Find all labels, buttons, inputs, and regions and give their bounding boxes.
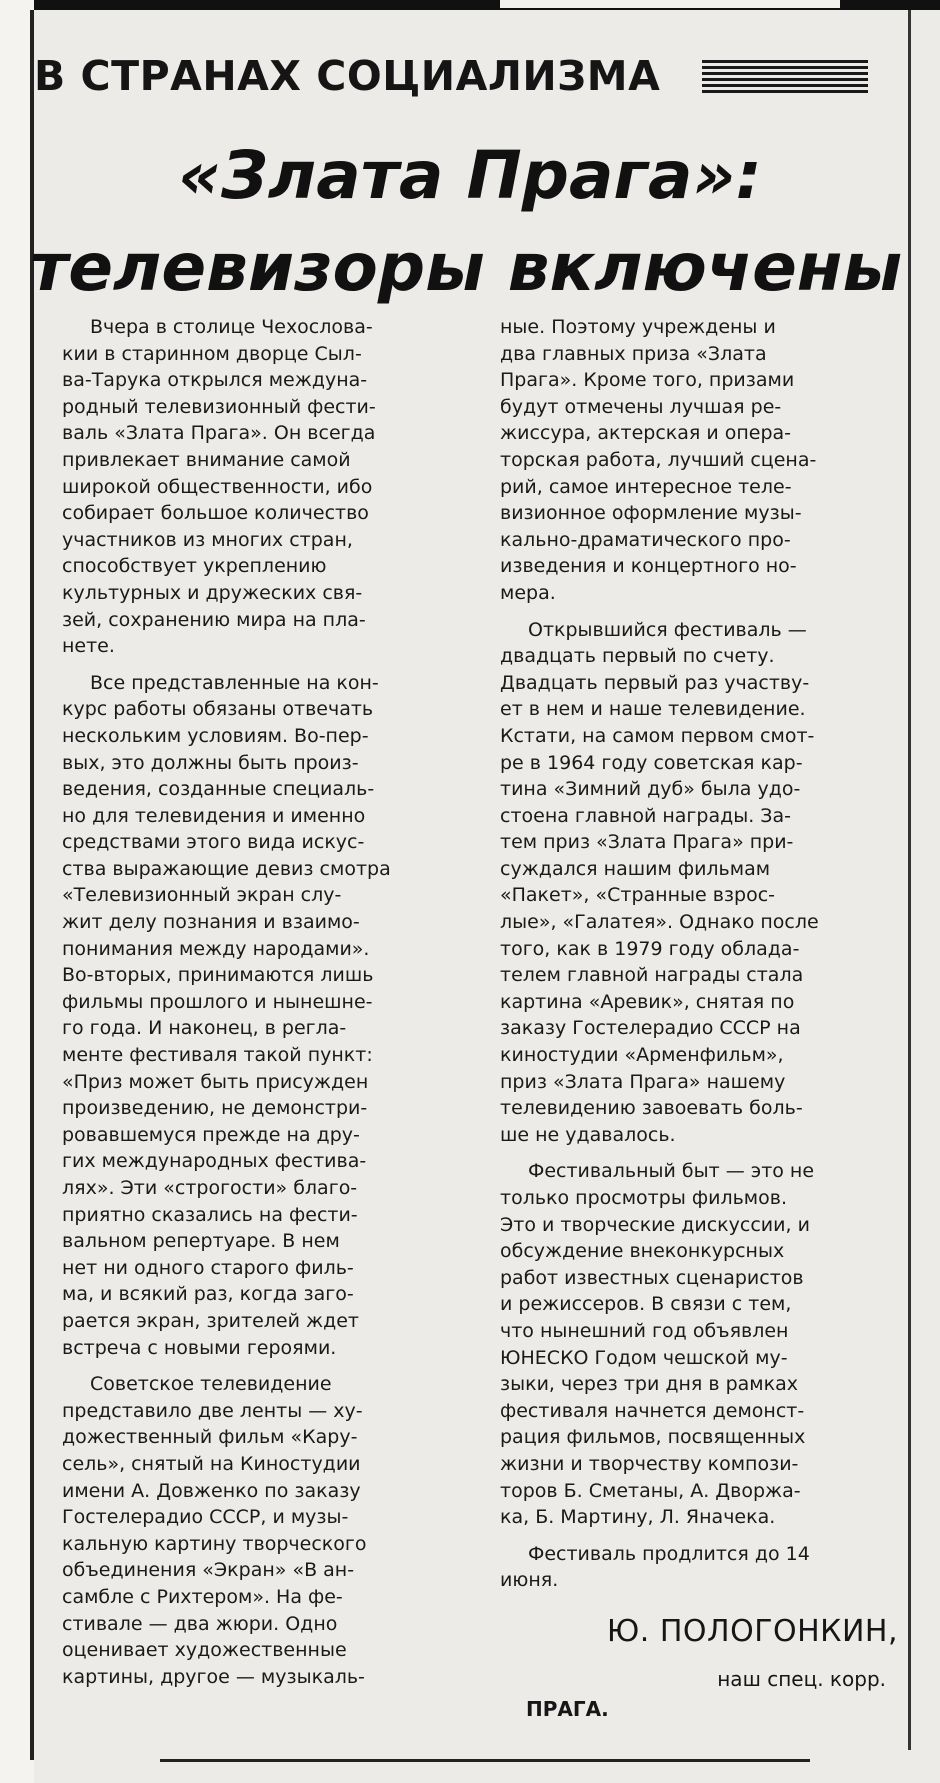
left-margin (0, 0, 34, 1783)
top-border-gap (500, 0, 840, 8)
paragraph: Все представленные на кон- курс работы обязаны отвечать нескольким условиям. Во-пер- вых, это должны быть произ- ведения, созданные специаль- но для телевидения и именно средствами этого вида искус- ства выражающие девиз смотра «Телевизионный экран слу- жит делу познания и взаимо- понимания между народами». Во-вторых, принимаются лишь фильмы прошлого и нынешне- го года. И наконец, в регла- менте фестиваля такой пункт: «Приз может быть присужден произведению, не демонстри- ровавшемуся прежде на дру- гих международных фестива- лях». Эти «строгости» благо- приятно сказались на фести- вальном репертуаре. В нем нет ни одного старого филь- ма, и всякий раз, когда заго- рается экран, зрителей ждет встреча с новыми героями. (62, 671, 391, 1359)
paragraph: Фестиваль продлится до 14 июня. (500, 1542, 810, 1592)
bottom-rule (160, 1759, 810, 1762)
paragraph: Открывшийся фестиваль — двадцать первый по счету. Двадцать первый раз участву- ет в нем и наше телевидение. Кстати, на самом первом смот- ре в 1964 году советская кар- тина «Зимний дуб» была удо- стоена главной награды. За- тем приз «Злата Прага» при- суждался нашим фильмам «Пакет», «Странные взрос- лые», «Галатея». Однако после того, как в 1979 году облада- телем главной награды стала картина «Аревик», снятая по заказу Гостелерадио СССР на киностудии «Арменфильм», приз «Злата Прага» нашему телевидению завоевать боль- ше не удавалось. (500, 618, 819, 1146)
section-rubric: В СТРАНАХ СОЦИАЛИЗМА (34, 52, 661, 100)
headline-line-2: телевизоры включены (30, 229, 903, 306)
paragraph: Советское телевидение представило две ленты — ху- дожественный фильм «Кару- сель», снятый на Киностудии имени А. Довженко по заказу Гостелерадио СССР, и музы- кальную картину творческого объединения «Экран» «В ан- самбле с Рихтером». На фе- стивале — два жюри. Одно оценивает художественные картины, другое — музыкаль- (62, 1373, 367, 1688)
headline-line-1: «Злата Прага»: (178, 137, 762, 214)
right-column-rule (908, 10, 911, 1750)
author-name: Ю. ПОЛОГОНКИН, (606, 1614, 898, 1649)
paragraph: Фестивальный быт — это не только просмотры фильмов. Это и творческие дискуссии, и обсуждение внеконкурсных работ известных сценаристов и режиссеров. В связи с тем, что нынешний год объявлен ЮНЕСКО Годом чешской му- зыки, через три дня в рамках фестиваля начнется демонст- рация фильмов, посвященных жизни и творчеству компози- торов Б. Сметаны, А. Дворжа- ка, Б. Мартину, Л. Яначека. (500, 1160, 815, 1529)
dateline-city: ПРАГА. (526, 1697, 609, 1721)
byline (500, 1612, 898, 1724)
article-left-column (62, 314, 462, 1690)
rubric-decorative-lines (702, 60, 868, 94)
author-role: наш спец. корр. (717, 1667, 886, 1691)
paragraph: ные. Поэтому учреждены и два главных приза «Злата Прага». Кроме того, призами будут отмечены лучшая ре- жиссура, актерская и опера- торская работа, лучший сцена- рий, самое интересное теле- визионное оформление музы- кально-драматического про- изведения и концертного но- мера. (500, 316, 817, 604)
paragraph: Вчера в столице Чехослова- кии в старинном дворце Сыл- ва-Тарука открылся междуна- родный телевизионный фести- валь «Злата Прага». Он всегда привлекает внимание самой широкой общественности, ибо собирает большое количество участников из многих стран, способствует укреплению культурных и дружеских свя- зей, сохранению мира на пла- нете. (62, 316, 376, 658)
article-right-column (500, 314, 898, 1594)
